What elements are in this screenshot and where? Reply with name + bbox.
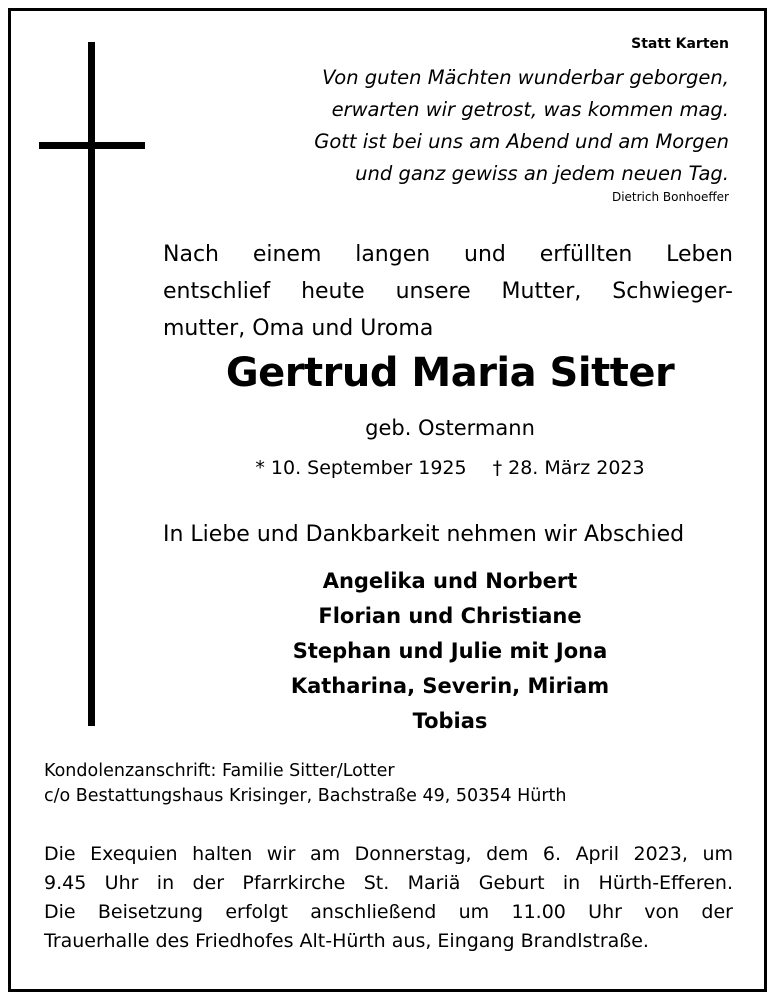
service-line: Trauerhalle des Friedhofes Alt-Hürth aus, Eingang Brandlstraße. bbox=[44, 930, 649, 952]
condolence-line: c/o Bestattungshaus Krisinger, Bachstraße 49, 50354 Hürth bbox=[44, 786, 567, 806]
family-member: Katharina, Severin, Miriam bbox=[290, 674, 610, 698]
birth-date: * 10. September 1925 bbox=[255, 457, 467, 479]
family-member: Florian und Christiane bbox=[318, 604, 582, 628]
death-date: † 28. März 2023 bbox=[492, 457, 645, 479]
intro-text bbox=[163, 236, 733, 347]
service-info bbox=[44, 840, 733, 956]
service-line: 9.45 Uhr in der Pfarrkirche St. Mariä Geburt in Hürth-Efferen. bbox=[44, 872, 733, 894]
poem-line: und ganz gewiss an jedem neuen Tag. bbox=[355, 162, 729, 185]
cross-icon-bar bbox=[39, 142, 145, 149]
poem bbox=[229, 62, 729, 190]
condolence-address bbox=[44, 759, 567, 809]
intro-line: Nach einem langen und erfüllten Leben bbox=[163, 242, 733, 267]
poem-line: Von guten Mächten wunderbar geborgen, bbox=[322, 66, 729, 89]
farewell-text: In Liebe und Dankbarkeit nehmen wir Abschied bbox=[163, 522, 685, 547]
family-list bbox=[170, 564, 730, 739]
service-line: Die Exequien halten wir am Donnerstag, dem 6. April 2023, um bbox=[44, 843, 733, 865]
intro-line: mutter, Oma und Uroma bbox=[163, 316, 434, 341]
life-dates bbox=[170, 457, 730, 479]
condolence-line: Kondolenzanschrift: Familie Sitter/Lotter bbox=[44, 761, 395, 781]
poem-line: erwarten wir getrost, was kommen mag. bbox=[331, 98, 729, 121]
poem-author: Dietrich Bonhoeffer bbox=[611, 190, 729, 204]
maiden-name: geb. Ostermann bbox=[365, 416, 535, 440]
deceased-name: Gertrud Maria Sitter bbox=[225, 350, 675, 396]
family-member: Angelika und Norbert bbox=[322, 569, 578, 593]
family-member: Tobias bbox=[412, 709, 488, 733]
service-line: Die Beisetzung erfolgt anschließend um 11.00 Uhr von der bbox=[44, 901, 733, 923]
intro-line: entschlief heute unsere Mutter, Schwieger- bbox=[163, 279, 733, 304]
statt-karten-note: Statt Karten bbox=[631, 36, 729, 52]
poem-line: Gott ist bei uns am Abend und am Morgen bbox=[314, 130, 729, 153]
family-member: Stephan und Julie mit Jona bbox=[292, 639, 608, 663]
